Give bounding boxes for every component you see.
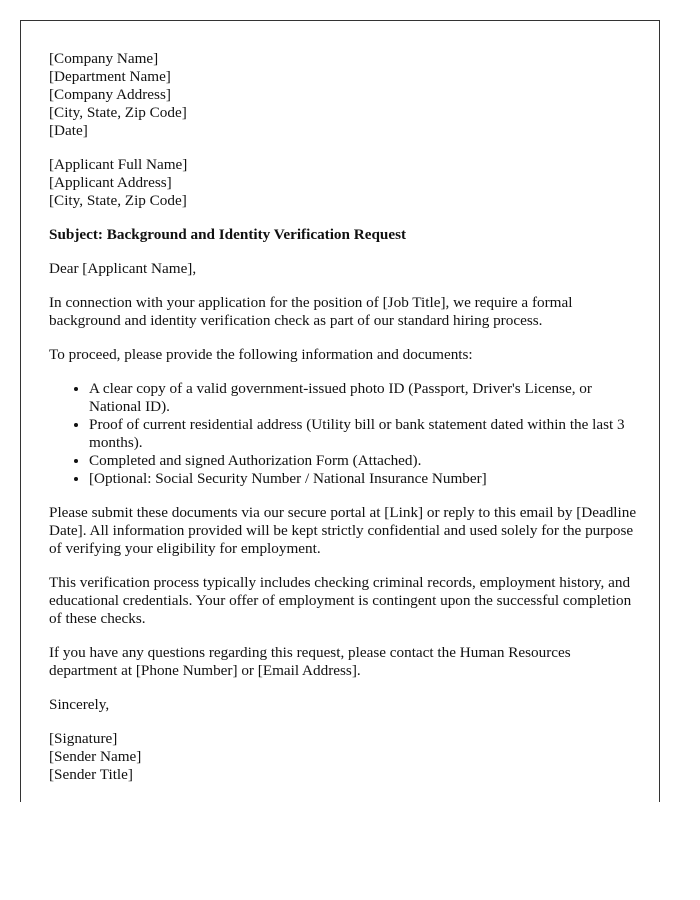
sender-name: [Sender Name] xyxy=(49,748,142,765)
subject-line: Subject: Background and Identity Verification Request xyxy=(49,226,407,243)
requirements-list xyxy=(49,380,639,488)
recipient-address-block xyxy=(49,156,639,210)
company-name: [Company Name] xyxy=(49,50,159,67)
sender-address-block xyxy=(49,50,639,140)
letter-page xyxy=(20,20,660,802)
department-name: [Department Name] xyxy=(49,68,171,85)
salutation: Dear [Applicant Name], xyxy=(49,260,197,277)
requirement-item: • [Optional: Social Security Number / National Insurance Number] xyxy=(89,470,639,488)
requirement-item: • Proof of current residential address (Utility bill or bank statement dated within the last 3 months). xyxy=(89,416,639,452)
letter-date: [Date] xyxy=(49,122,88,139)
submission-paragraph: Please submit these documents via our secure portal at [Link] or reply to this email by [Deadline Date]. All information provided will be kept strictly confidential and used solely for the purpose of verifying your eligibility for employment. xyxy=(49,504,637,557)
signature: [Signature] xyxy=(49,730,118,747)
applicant-city-state-zip: [City, State, Zip Code] xyxy=(49,192,187,209)
requirement-item: • Completed and signed Authorization Form (Attached). xyxy=(89,452,639,470)
intro-paragraph: In connection with your application for the position of [Job Title], we require a formal background and identity verification check as part of our standard hiring process. xyxy=(49,294,573,329)
applicant-full-name: [Applicant Full Name] xyxy=(49,156,188,173)
requirement-item: • A clear copy of a valid government-issued photo ID (Passport, Driver's License, or National ID). xyxy=(89,380,639,416)
applicant-address: [Applicant Address] xyxy=(49,174,172,191)
process-paragraph: This verification process typically includes checking criminal records, employment history, and educational credentials. Your offer of employment is contingent upon the successful completion of these checks. xyxy=(49,574,632,627)
sender-title: [Sender Title] xyxy=(49,766,133,783)
contact-paragraph: If you have any questions regarding this request, please contact the Human Resources department at [Phone Number] or [Email Address]. xyxy=(49,644,571,679)
signature-block xyxy=(49,730,639,784)
letter-content xyxy=(49,50,639,800)
company-address: [Company Address] xyxy=(49,86,171,103)
closing: Sincerely, xyxy=(49,696,110,713)
list-intro-paragraph: To proceed, please provide the following information and documents: xyxy=(49,346,473,363)
company-city-state-zip: [City, State, Zip Code] xyxy=(49,104,187,121)
